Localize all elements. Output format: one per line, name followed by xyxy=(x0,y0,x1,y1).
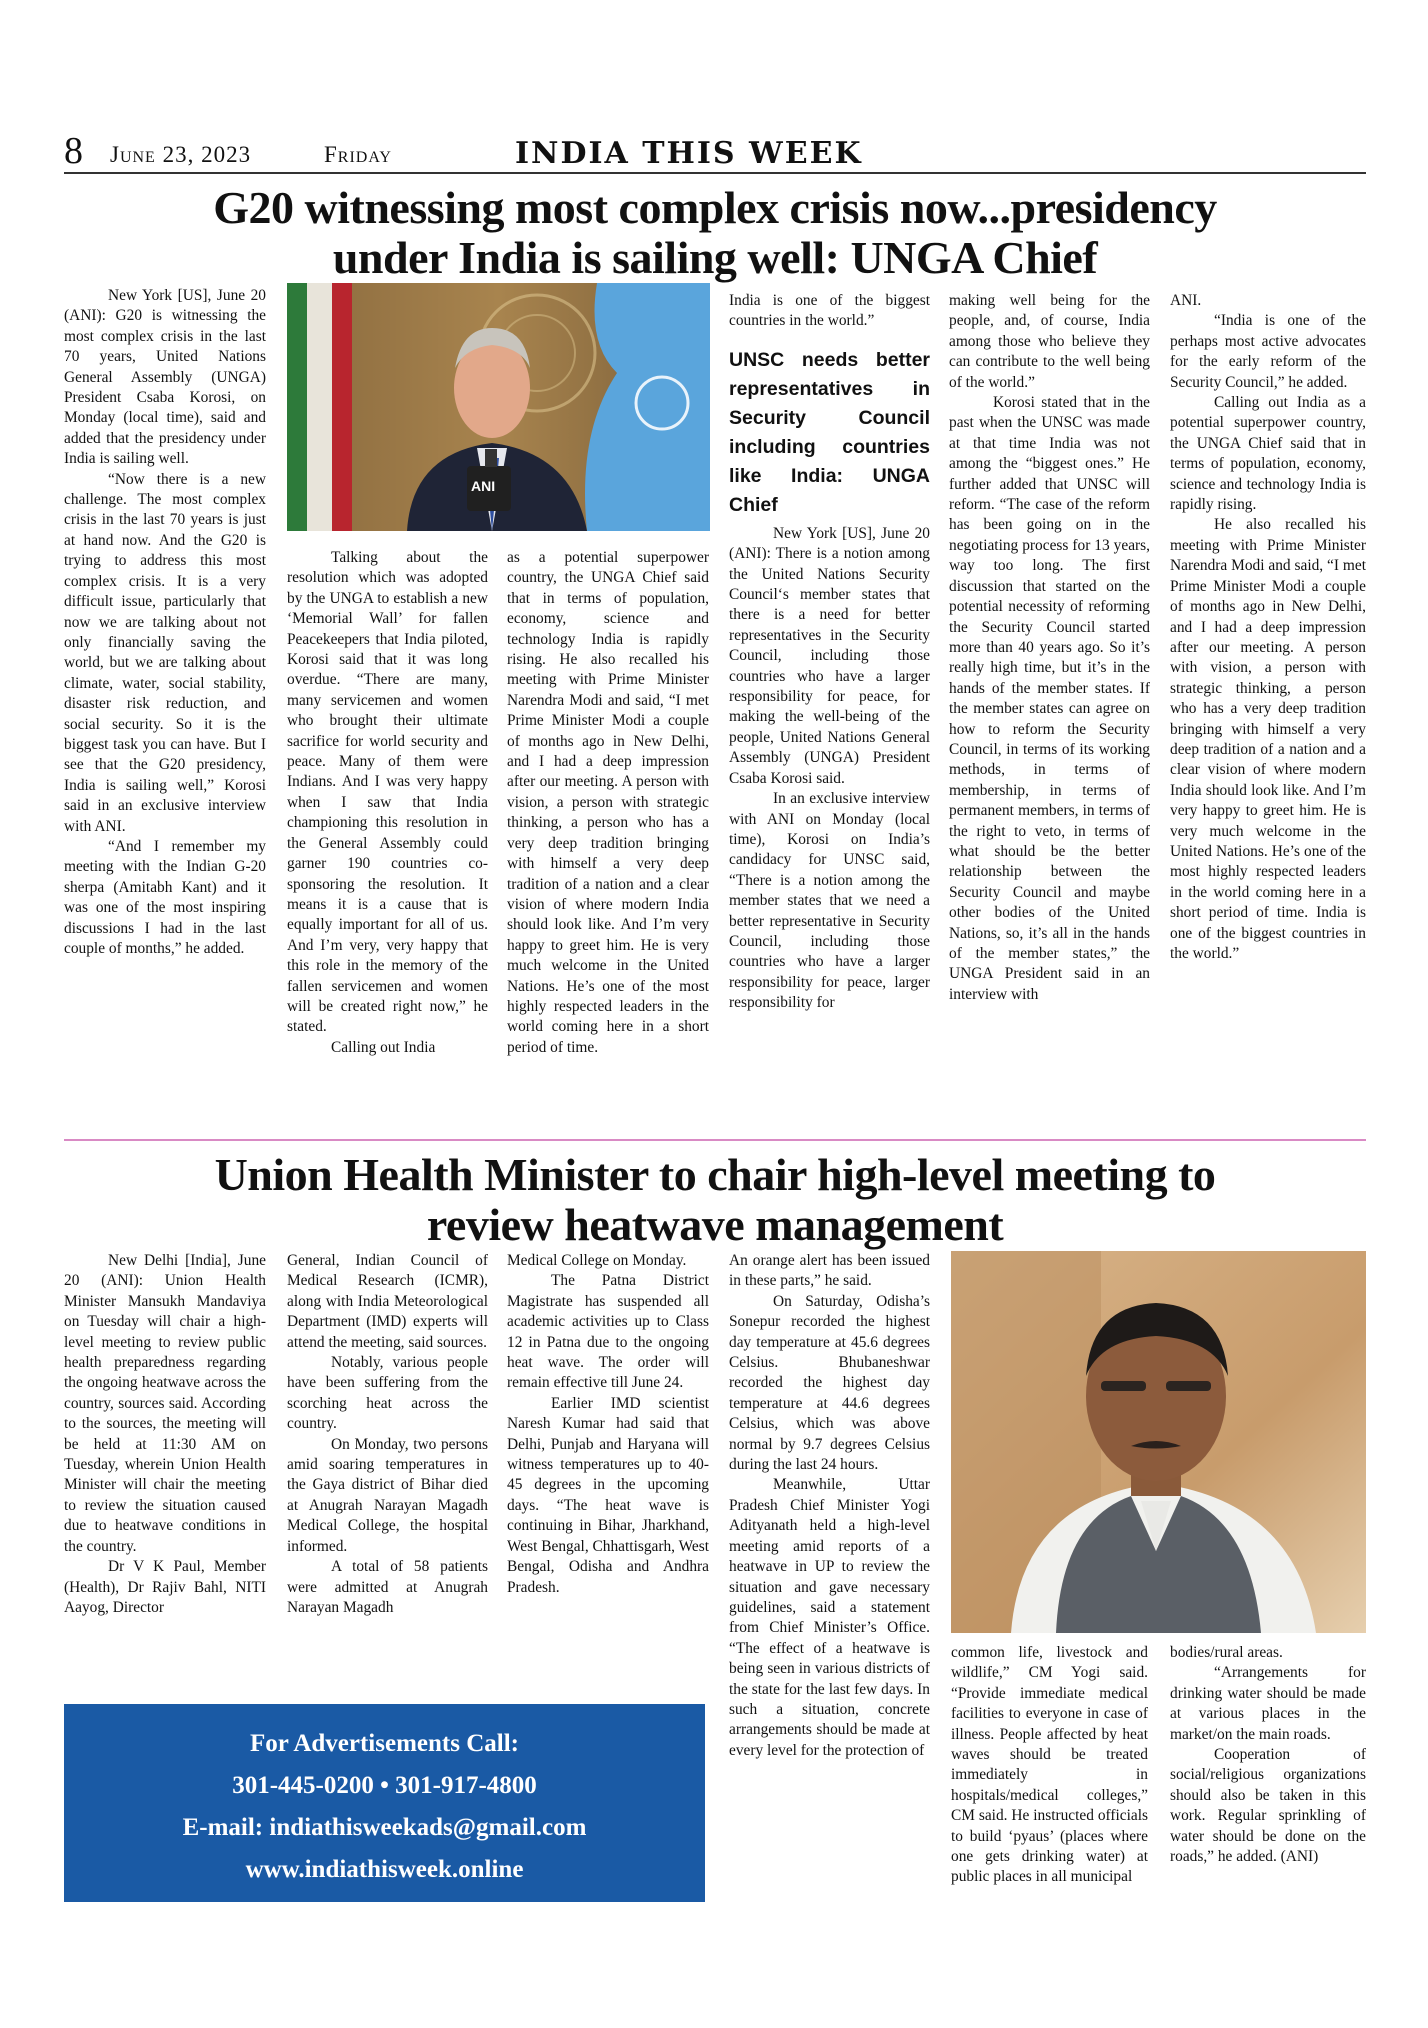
article2-paragraph: Notably, various people have been suffering from the scorching heat across the country. xyxy=(287,1354,488,1433)
un-chief-photo xyxy=(287,283,710,531)
article2-paragraph: “Arrangements for drinking water should be made at various places in the market/on the main roads. xyxy=(1170,1664,1366,1743)
article2-paragraph: Earlier IMD scientist Naresh Kumar had said that Delhi, Punjab and Haryana will witness temperatures up to 40-45 degrees in the upcoming days. “The heat wave is continuing in Bihar, Jharkhand, West Bengal, Chhattisgarh, West Bengal, Odisha and Andhra Pradesh. xyxy=(507,1394,709,1596)
article2-paragraph: The Patna District Magistrate has suspended all academic activities up to Class 12 in Patna due to the ongoing heat wave. The order will remain effective till June 24. xyxy=(507,1272,709,1392)
article1-column-1 xyxy=(64,286,266,959)
article2-headline-line1: Union Health Minister to chair high-level meeting to xyxy=(214,1149,1216,1200)
article2-paragraph: Meanwhile, Uttar Pradesh Chief Minister Yogi Adityanath held a high-level meeting amid reports of a heatwave in UP to review the situation and gave necessary guidelines, said a statement from Chief Minister’s Office. “The effect of a heatwave is being seen in various districts of the state for the last few days. In such a situation, concrete arrangements should be made at every level for the protection of xyxy=(729,1476,930,1759)
article1-headline-line1: G20 witnessing most complex crisis now...presidency xyxy=(213,182,1217,233)
article2-paragraph: A total of 58 patients were admitted at Anugrah Narayan Magadh xyxy=(287,1558,488,1616)
article1-paragraph: Talking about the resolution which was adopted by the UNGA to establish a new ‘Memorial Wall’ for fallen Peacekeepers that India piloted, Korosi said that it was long overdue. “There are many, many servicemen and women who brought their ultimate sacrifice for world security and peace. Many of them were Indians. And I was very happy when I saw that India championing this resolution in the General Assembly could garner 190 countries co-sponsoring the resolution. It means it is a cause that is equally important for all of us. And I’m very, very happy that this role in the memory of the fallen servicemen and women will be created right now,” he stated. xyxy=(287,549,488,1036)
article1-column-4 xyxy=(729,291,930,1014)
page-number: 8 xyxy=(64,130,83,172)
masthead xyxy=(64,128,1366,174)
article2-column-1 xyxy=(64,1251,266,1618)
health-minister-photo-illustration xyxy=(951,1251,1366,1633)
article1-subheading: UNSC needs better representatives in Security Council including countries like India: UNGA Chief xyxy=(729,348,930,516)
article2-column-3 xyxy=(507,1251,709,1598)
ad-phone-numbers: 301-445-0200 • 301-917-4800 xyxy=(232,1772,537,1799)
article-divider xyxy=(64,1139,1366,1141)
article1-paragraph: “Now there is a new challenge. The most complex crisis in the last 70 years is just at hand now. And the G20 is trying to address this most complex crisis. It is a very difficult issue, particularly that now we are talking about not only financially saving the world, but we are talking about climate, water, social stability, disaster risk reduction, and social security. So it is the biggest task you can have. But I see that the G20 presidency, India is sailing well,” Korosi said in an exclusive interview with ANI. xyxy=(64,470,266,835)
un-chief-photo-illustration xyxy=(287,283,710,531)
article1-paragraph: New York [US], June 20 (ANI): There is a notion among the United Nations Security Council‘s member states that there is a need for better representatives in the Security Council, including those countries who have a larger responsibility for peace, for making the well-being of the people, United Nations General Assembly (UNGA) President Csaba Korosi said. xyxy=(729,524,930,787)
article2-headline-line2: review heatwave management xyxy=(426,1199,1004,1250)
article1-paragraph: Calling out India as a potential superpower country, the UNGA Chief said that in terms of population, economy, science and technology India is rapidly rising. xyxy=(1170,394,1366,514)
article2-column-4 xyxy=(729,1251,930,1761)
advertisement-box xyxy=(64,1704,705,1902)
article1-column-5 xyxy=(949,291,1150,1005)
article1-paragraph: Korosi stated that in the past when the UNSC was made at that time India was not among the “biggest ones.” He further added that UNSC will reform. “The case of the reform has been going on in the negotiating process for 13 years, way too long. The first discussion that started on the potential necessity of reforming the Security Council started more than 40 years ago. So it’s really high time, but it’s in the hands of the member states. If the member states can agree on how to reform the Security Council, in terms of its working methods, in terms of membership, in terms of permanent members, in terms of the right to veto, in terms of what should be the better relationship between the Security Council and maybe other bodies of the United Nations, so, it’s all in the hands of the member states,” the UNGA President said in an interview with xyxy=(949,394,1150,1003)
health-minister-photo xyxy=(951,1251,1366,1633)
article1-paragraph: He also recalled his meeting with Prime Minister Narendra Modi and said, “I met Prime Minister Modi a couple of months ago in New Delhi, and I had a deep impression after our meeting. A person with vision, a person with strategic thinking, a person who has a very deep tradition bringing with himself a very deep tradition of a nation and a clear vision of where modern India should look like. And I’m very happy to greet him. He is very much welcome in the United Nations. He’s one of the most highly respected leaders in the world coming here in a short period of time. India is one of the biggest countries in the world.” xyxy=(1170,516,1366,962)
article1-paragraph: “And I remember my meeting with the Indian G-20 sherpa (Amitabh Kant) and it was one of the most inspiring discussions I had in the last couple of months,” he added. xyxy=(64,837,266,957)
article2-column-2 xyxy=(287,1251,488,1618)
issue-date: June 23, 2023 xyxy=(110,142,252,167)
article2-paragraph: Dr V K Paul, Member (Health), Dr Rajiv Bahl, NITI Aayog, Director xyxy=(64,1558,266,1616)
article1-paragraph: as a potential superpower country, the UNGA Chief said that in terms of population, economy, science and technology India is rapidly rising. He also recalled his meeting with Prime Minister Narendra Modi and said, “I met Prime Minister Modi a couple of months ago in New Delhi, and I had a deep impression after our meeting. A person with vision, a person with strategic thinking, a person who has a very deep tradition bringing with himself a very deep tradition of a nation and a clear vision of where modern India should look like. And I’m very happy to greet him. He is very much welcome in the United Nations. He’s one of the most highly respected leaders in the world coming here in a short period of time. xyxy=(507,549,709,1056)
article1-paragraph: Calling out India xyxy=(331,1038,436,1056)
article2-column-5 xyxy=(951,1643,1148,1888)
article2-paragraph: bodies/rural areas. xyxy=(1170,1644,1283,1661)
article1-column-6 xyxy=(1170,291,1366,964)
article1-headline-line2: under India is sailing well: UNGA Chief xyxy=(332,232,1098,283)
ad-website[interactable]: www.indiathisweek.online xyxy=(245,1856,524,1883)
article2-paragraph: On Monday, two persons amid soaring temperatures in the Gaya district of Bihar died at Anugrah Narayan Magadh Medical College, the hospital informed. xyxy=(287,1435,488,1555)
article1-headline xyxy=(64,183,1366,283)
issue-day: Friday xyxy=(324,142,392,167)
article2-column-6 xyxy=(1170,1643,1366,1867)
article1-paragraph: ANI. xyxy=(1170,292,1202,309)
article2-paragraph: An orange alert has been issued in these parts,” he said. xyxy=(729,1252,930,1290)
mic-label: ANI xyxy=(471,478,496,494)
article2-paragraph: Cooperation of social/religious organizations should also be taken in this work. Regular sprinkling of water should be done on the roads,” he added. (ANI) xyxy=(1170,1746,1366,1866)
article2-paragraph: On Saturday, Odisha’s Sonepur recorded the highest day temperature at 45.6 degrees Celsius. Bhubaneshwar recorded the highest day temperature at 44.6 degrees Celsius, which was above normal by 9.7 degrees Celsius during the last 24 hours. xyxy=(729,1292,930,1474)
article2-paragraph: Medical College on Monday. xyxy=(507,1252,687,1269)
article1-column-2 xyxy=(287,548,488,1058)
article2-headline xyxy=(64,1150,1366,1250)
ad-heading: For Advertisements Call: xyxy=(250,1730,519,1757)
article1-paragraph: India is one of the biggest countries in the world.” xyxy=(729,292,930,330)
article2-paragraph: General, Indian Council of Medical Research (ICMR), along with India Meteorological Department (IMD) experts will attend the meeting, said sources. xyxy=(287,1252,488,1351)
article2-paragraph: New Delhi [India], June 20 (ANI): Union Health Minister Mansukh Mandaviya on Tuesday will chair a high-level meeting to review public health preparedness regarding the ongoing heatwave across the country, sources said. According to the sources, the meeting will be held at 11:30 AM on Tuesday, wherein Union Health Minister will chair the meeting to review the situation caused due to heatwave conditions in the country. xyxy=(64,1252,266,1555)
paper-name: INDIA THIS WEEK xyxy=(515,136,863,171)
article1-column-3 xyxy=(507,548,709,1058)
ad-email[interactable]: E-mail: indiathisweekads@gmail.com xyxy=(182,1814,587,1841)
article1-paragraph: New York [US], June 20 (ANI): G20 is witnessing the most complex crisis in the last 70 years, United Nations General Assembly (UNGA) President Csaba Korosi, on Monday (local time), said and added that the presidency under India is sailing well. xyxy=(64,287,266,468)
article1-paragraph: making well being for the people, and, of course, India among those who believe they can contribute to the well being of the world.” xyxy=(949,292,1150,391)
article1-paragraph: “India is one of the perhaps most active advocates for the early reform of the Security Council,” he added. xyxy=(1170,312,1366,391)
article2-paragraph: common life, livestock and wildlife,” CM Yogi said. “Provide immediate medical facilities to everyone in case of illness. People affected by heat waves should be treated immediately in hospitals/medical colleges,” CM said. He instructed officials to build ‘pyaus’ (places where one gets drinking water) at public places in all municipal xyxy=(951,1644,1148,1886)
article1-paragraph: In an exclusive interview with ANI on Monday (local time), Korosi on India’s candidacy for UNSC said, “There is a notion among the member states that we need a better representative in Security Council, including those countries who have a larger responsibility for peace, larger responsibility for xyxy=(729,790,930,1012)
